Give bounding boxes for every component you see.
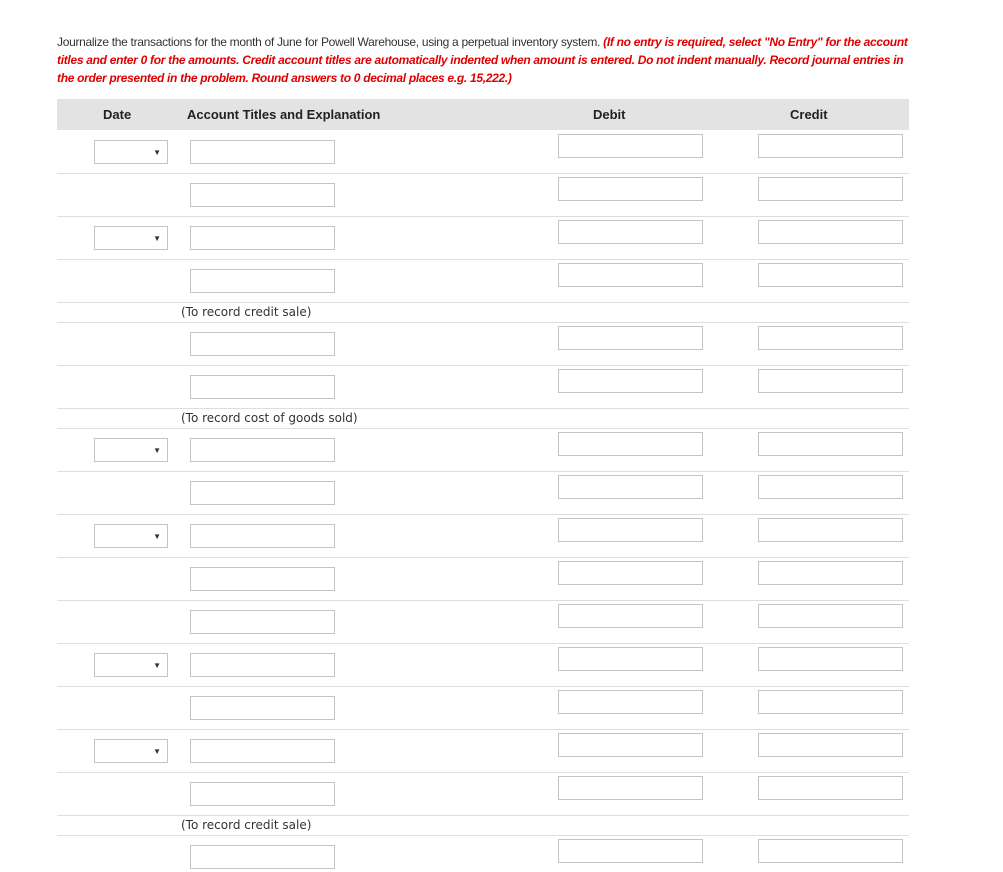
credit-input[interactable] bbox=[758, 776, 903, 800]
account-title-input[interactable] bbox=[190, 782, 335, 806]
debit-input[interactable] bbox=[558, 475, 703, 499]
debit-input[interactable] bbox=[558, 518, 703, 542]
journal-row bbox=[57, 772, 909, 816]
debit-input[interactable] bbox=[558, 839, 703, 863]
debit-input[interactable] bbox=[558, 220, 703, 244]
debit-input[interactable] bbox=[558, 326, 703, 350]
account-title-input[interactable] bbox=[190, 183, 335, 207]
date-select[interactable] bbox=[94, 524, 168, 548]
journal-row bbox=[57, 322, 909, 366]
account-title-input[interactable] bbox=[190, 653, 335, 677]
dropdown-arrow-icon: ▼ bbox=[153, 532, 161, 541]
dropdown-arrow-icon: ▼ bbox=[153, 446, 161, 455]
account-title-input[interactable] bbox=[190, 332, 335, 356]
explanation-text: (To record cost of goods sold) bbox=[181, 411, 358, 425]
journal-row bbox=[57, 216, 909, 260]
credit-input[interactable] bbox=[758, 733, 903, 757]
date-select[interactable] bbox=[94, 653, 168, 677]
credit-input[interactable] bbox=[758, 475, 903, 499]
journal-row bbox=[57, 557, 909, 601]
account-title-input[interactable] bbox=[190, 481, 335, 505]
account-title-input[interactable] bbox=[190, 567, 335, 591]
debit-input[interactable] bbox=[558, 604, 703, 628]
debit-input[interactable] bbox=[558, 432, 703, 456]
credit-input[interactable] bbox=[758, 432, 903, 456]
account-title-input[interactable] bbox=[190, 845, 335, 869]
credit-input[interactable] bbox=[758, 220, 903, 244]
debit-input[interactable] bbox=[558, 733, 703, 757]
instructions-note: (If no entry is required, select "No Entry" for the account titles and enter 0 for the amounts. Credit account titles are automatically indented when amount is entered. Do not indent manually. Record journal entries in the order presented in the problem. Round answers to 0 decimal places e.g. 15,222.) bbox=[57, 35, 908, 85]
journal-row bbox=[57, 259, 909, 303]
date-select[interactable] bbox=[94, 438, 168, 462]
credit-input[interactable] bbox=[758, 518, 903, 542]
journal-row bbox=[57, 365, 909, 409]
debit-input[interactable] bbox=[558, 177, 703, 201]
instructions bbox=[57, 33, 917, 87]
explanation-text: (To record credit sale) bbox=[181, 305, 312, 319]
credit-input[interactable] bbox=[758, 369, 903, 393]
journal-row bbox=[57, 729, 909, 773]
account-title-input[interactable] bbox=[190, 269, 335, 293]
date-select[interactable] bbox=[94, 140, 168, 164]
account-column-header: Account Titles and Explanation bbox=[187, 107, 381, 122]
dropdown-arrow-icon: ▼ bbox=[153, 747, 161, 756]
credit-input[interactable] bbox=[758, 561, 903, 585]
instructions-text: Journalize the transactions for the month of June for Powell Warehouse, using a perpetual inventory system. bbox=[57, 35, 604, 49]
debit-column-header: Debit bbox=[593, 107, 626, 122]
explanation-row bbox=[57, 302, 909, 323]
credit-input[interactable] bbox=[758, 690, 903, 714]
journal-row bbox=[57, 428, 909, 472]
debit-input[interactable] bbox=[558, 369, 703, 393]
journal-row bbox=[57, 514, 909, 558]
date-select[interactable] bbox=[94, 739, 168, 763]
account-title-input[interactable] bbox=[190, 696, 335, 720]
account-title-input[interactable] bbox=[190, 610, 335, 634]
debit-input[interactable] bbox=[558, 263, 703, 287]
account-title-input[interactable] bbox=[190, 739, 335, 763]
credit-input[interactable] bbox=[758, 604, 903, 628]
dropdown-arrow-icon: ▼ bbox=[153, 148, 161, 157]
debit-input[interactable] bbox=[558, 647, 703, 671]
account-title-input[interactable] bbox=[190, 438, 335, 462]
journal-row bbox=[57, 471, 909, 515]
debit-input[interactable] bbox=[558, 690, 703, 714]
journal-row bbox=[57, 600, 909, 644]
explanation-row bbox=[57, 815, 909, 836]
date-select[interactable] bbox=[94, 226, 168, 250]
debit-input[interactable] bbox=[558, 561, 703, 585]
journal-row bbox=[57, 130, 909, 174]
date-column-header: Date bbox=[103, 107, 132, 122]
credit-input[interactable] bbox=[758, 134, 903, 158]
account-title-input[interactable] bbox=[190, 375, 335, 399]
account-title-input[interactable] bbox=[190, 140, 335, 164]
account-title-input[interactable] bbox=[190, 226, 335, 250]
journal-table-header bbox=[57, 99, 909, 130]
explanation-row bbox=[57, 408, 909, 429]
dropdown-arrow-icon: ▼ bbox=[153, 661, 161, 670]
credit-input[interactable] bbox=[758, 839, 903, 863]
journal-row bbox=[57, 835, 909, 872]
journal-row bbox=[57, 173, 909, 217]
debit-input[interactable] bbox=[558, 134, 703, 158]
journal-row bbox=[57, 643, 909, 687]
credit-input[interactable] bbox=[758, 263, 903, 287]
dropdown-arrow-icon: ▼ bbox=[153, 234, 161, 243]
credit-input[interactable] bbox=[758, 177, 903, 201]
credit-column-header: Credit bbox=[790, 107, 828, 122]
debit-input[interactable] bbox=[558, 776, 703, 800]
credit-input[interactable] bbox=[758, 647, 903, 671]
explanation-text: (To record credit sale) bbox=[181, 818, 312, 832]
credit-input[interactable] bbox=[758, 326, 903, 350]
account-title-input[interactable] bbox=[190, 524, 335, 548]
journal-row bbox=[57, 686, 909, 730]
